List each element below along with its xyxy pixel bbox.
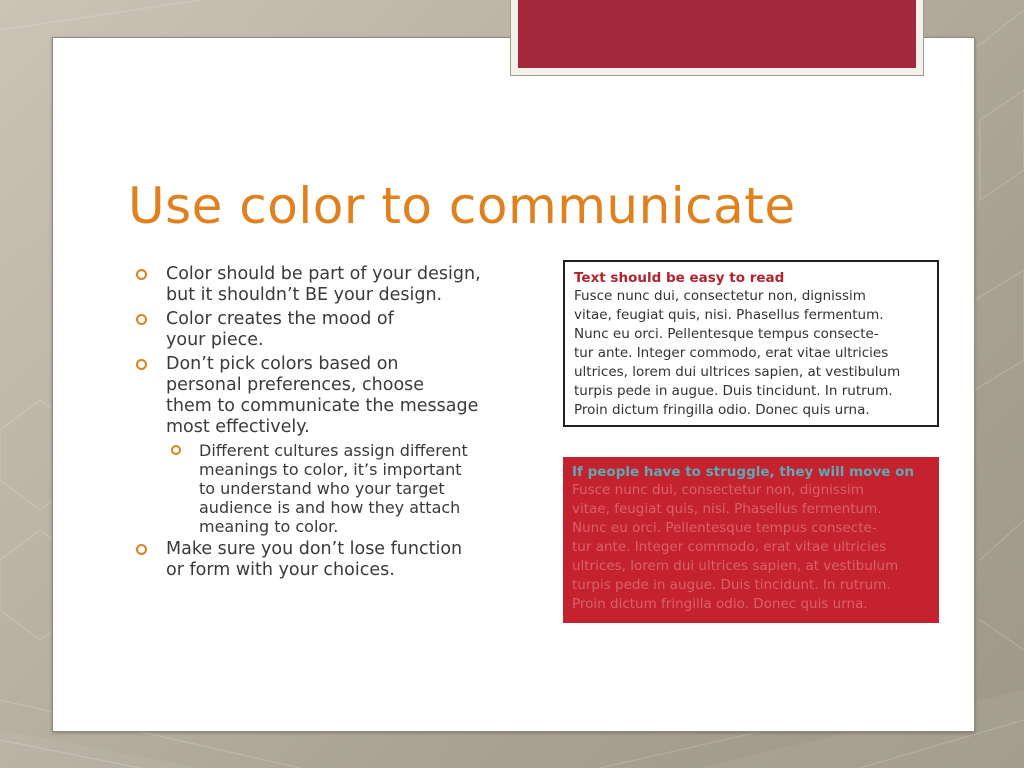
readable-text-example bbox=[563, 260, 939, 427]
example-line: Nunc eu orci. Pellentesque tempus consecte- bbox=[572, 520, 877, 536]
bullet-line: but it shouldn’t BE your design. bbox=[166, 285, 443, 305]
circle-bullet-icon bbox=[136, 314, 147, 325]
circle-bullet-icon bbox=[136, 359, 147, 370]
bullet-line: your piece. bbox=[166, 330, 264, 350]
bullet-item bbox=[132, 539, 552, 581]
example-line: Fusce nunc dui, consectetur non, dignissim bbox=[574, 288, 866, 304]
bullet-line: Don’t pick colors based on bbox=[166, 354, 399, 374]
example-line: turpis pede in augue. Duis tincidunt. In rutrum. bbox=[572, 577, 891, 593]
readable-example-heading: Text should be easy to read bbox=[574, 270, 785, 286]
bullet-line: Different cultures assign different bbox=[199, 441, 468, 460]
example-line: tur ante. Integer commodo, erat vitae ultricies bbox=[572, 539, 887, 555]
bullet-line: audience is and how they attach bbox=[199, 498, 461, 517]
example-line: turpis pede in augue. Duis tincidunt. In rutrum. bbox=[574, 383, 893, 399]
example-line: Nunc eu orci. Pellentesque tempus consecte- bbox=[574, 326, 879, 342]
circle-bullet-icon bbox=[171, 445, 181, 455]
bullet-item bbox=[132, 264, 552, 306]
example-line: vitae, feugiat quis, nisi. Phasellus fermentum. bbox=[572, 501, 882, 517]
example-line: ultrices, lorem dui ultrices sapien, at vestibulum bbox=[572, 558, 899, 574]
bullet-line: or form with your choices. bbox=[166, 560, 395, 580]
bullet-line: most effectively. bbox=[166, 417, 310, 437]
bullet-line: meanings to color, it’s important bbox=[199, 460, 462, 479]
circle-bullet-icon bbox=[136, 269, 147, 280]
accent-bar bbox=[518, 0, 916, 68]
bullet-line: meaning to color. bbox=[199, 517, 339, 536]
bullet-list bbox=[132, 264, 552, 584]
bullet-item bbox=[132, 354, 552, 438]
example-line: ultrices, lorem dui ultrices sapien, at vestibulum bbox=[574, 364, 901, 380]
example-line: Proin dictum fringilla odio. Donec quis urna. bbox=[572, 596, 868, 612]
low-contrast-example-heading: If people have to struggle, they will move on bbox=[572, 464, 914, 480]
bullet-line: Make sure you don’t lose function bbox=[166, 539, 463, 559]
bullet-line: to understand who your target bbox=[199, 479, 445, 498]
sub-bullet-item bbox=[132, 441, 552, 536]
example-line: Fusce nunc dui, consectetur non, dignissim bbox=[572, 482, 864, 498]
bullet-item bbox=[132, 309, 552, 351]
slide-title: Use color to communicate bbox=[128, 177, 796, 235]
bullet-line: Color should be part of your design, bbox=[166, 264, 481, 284]
bullet-line: them to communicate the message bbox=[166, 396, 479, 416]
bullet-line: Color creates the mood of bbox=[166, 309, 394, 329]
example-line: Proin dictum fringilla odio. Donec quis urna. bbox=[574, 402, 870, 418]
bullet-line: personal preferences, choose bbox=[166, 375, 425, 395]
example-line: tur ante. Integer commodo, erat vitae ultricies bbox=[574, 345, 889, 361]
example-line: vitae, feugiat quis, nisi. Phasellus fermentum. bbox=[574, 307, 884, 323]
circle-bullet-icon bbox=[136, 544, 147, 555]
low-contrast-text-example bbox=[563, 457, 939, 623]
